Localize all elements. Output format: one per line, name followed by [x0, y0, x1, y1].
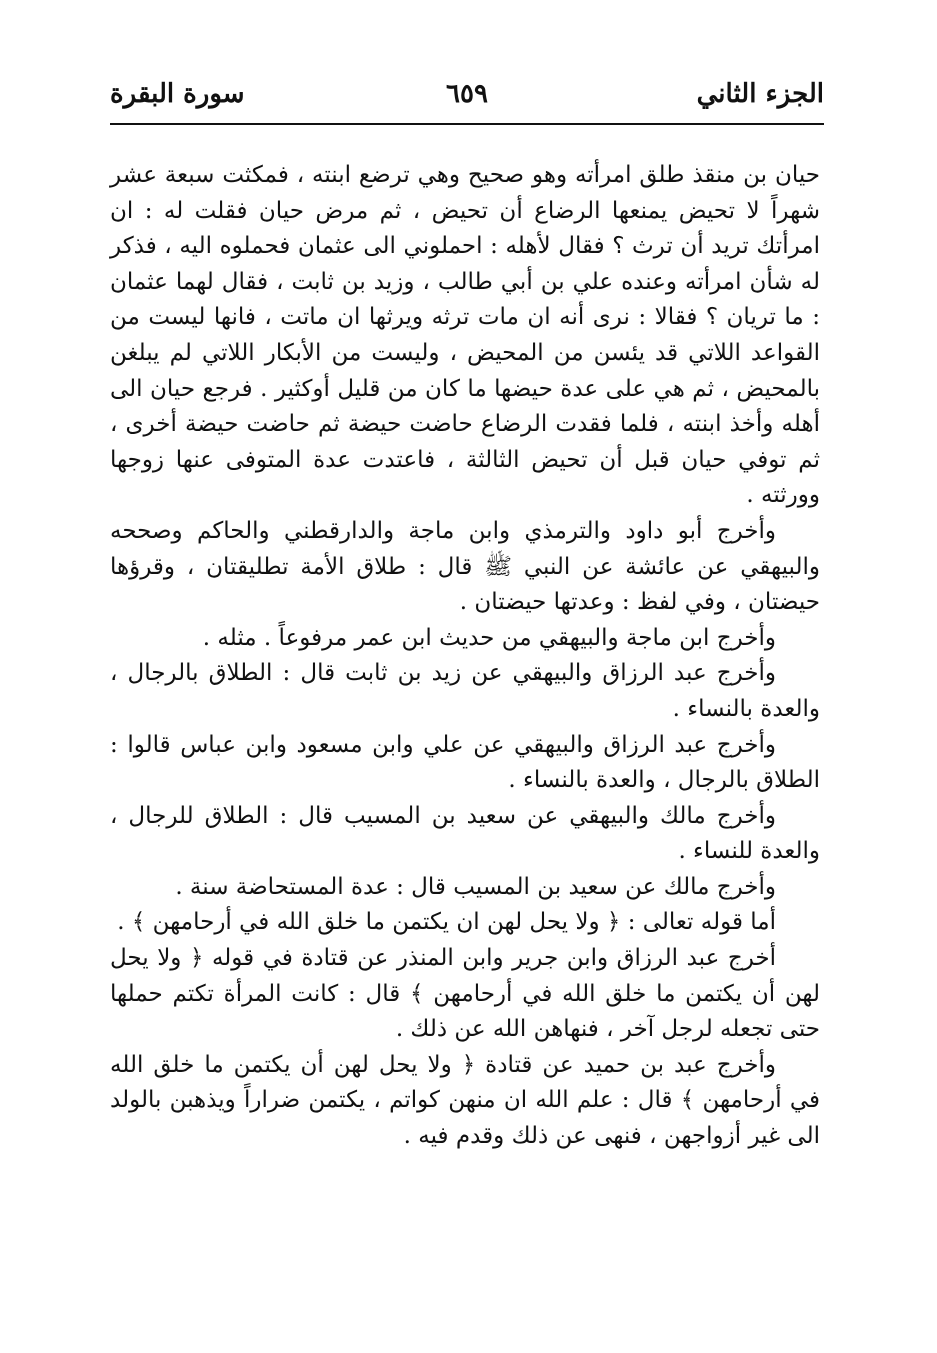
paragraph: وأخرج عبد بن حميد عن قتادة ﴿ ولا يحل لهن أن يكتمن ما خلق الله في أرحامهن ﴾ قال : علم الله ان منهن كواتم ، يكتمن ضراراً ويذهبن بالولد الى غير أزواجهن ، فنهى عن ذلك وقدم فيه . [110, 1051, 820, 1150]
part-title: الجزء الثاني [696, 79, 824, 109]
paragraph: وأخرج مالك عن سعيد بن المسيب قال : عدة المستحاضة سنة . [175, 873, 776, 900]
page-header [110, 74, 824, 114]
page-number: ٦٥٩ [446, 79, 488, 109]
body-text [110, 158, 820, 1155]
paragraph: وأخرج عبد الرزاق والبيهقي عن زيد بن ثابت قال : الطلاق بالرجال ، والعدة بالنساء . [110, 660, 820, 722]
surah-title: سورة البقرة [110, 79, 245, 109]
header-rule [110, 123, 824, 125]
paragraph: وأخرج أبو داود والترمذي وابن ماجة والدارقطني والحاكم وصححه والبيهقي عن عائشة عن النبي ﷺ قال : طلاق الأمة تطليقتان ، وقرؤها حيضتان ، وفي لفظ : وعدتها حيضتان . [110, 517, 820, 616]
paragraph: أما قوله تعالى : ﴿ ولا يحل لهن ان يكتمن ما خلق الله في أرحامهن ﴾ . [117, 909, 776, 936]
paragraph: حيان بن منقذ طلق امرأته وهو صحيح وهي ترضع ابنته ، فمكثت سبعة عشر شهراً لا تحيض يمنعها الرضاع أن تحيض ، ثم مرض حيان فقلت له : ان امرأتك تريد أن ترث ؟ فقال لأهله : احملوني الى عثمان فحملوه اليه ، فذكر له شأن امرأته وعنده علي بن أبي طالب ، وزيد بن ثابت ، فقال لهما عثمان : ما تريان ؟ فقالا : نرى أنه ان مات ترثه ويرثها ان ماتت ، فانها ليست من القواعد اللاتي قد يئسن من المحيض ، وليست من الأبكار اللاتي لم يبلغن بالمحيض ، ثم هي على عدة حيضها ما كان من قليل أوكثير . فرجع حيان الى أهله وأخذ ابنته ، فلما فقدت الرضاع حاضت حيضة ثم حاضت حيضة أخرى ، ثم توفي حيان قبل أن تحيض الثالثة ، فاعتدت عدة المتوفى عنها زوجها وورثته . [110, 162, 820, 509]
paragraph: وأخرج مالك والبيهقي عن سعيد بن المسيب قال : الطلاق للرجال ، والعدة للنساء . [110, 802, 820, 865]
paragraph: وأخرج ابن ماجة والبيهقي من حديث ابن عمر مرفوعاً . مثله . [202, 624, 776, 651]
paragraph: أخرج عبد الرزاق وابن جرير وابن المنذر عن قتادة في قوله ﴿ ولا يحل لهن أن يكتمن ما خلق الله في أرحامهن ﴾ قال : كانت المرأة تكتم حملها حتى تجعله لرجل آخر ، فنهاهن الله عن ذلك . [110, 945, 820, 1043]
paragraph: وأخرج عبد الرزاق والبيهقي عن علي وابن مسعود وابن عباس قالوا : الطلاق بالرجال ، والعدة بالنساء . [110, 731, 820, 794]
